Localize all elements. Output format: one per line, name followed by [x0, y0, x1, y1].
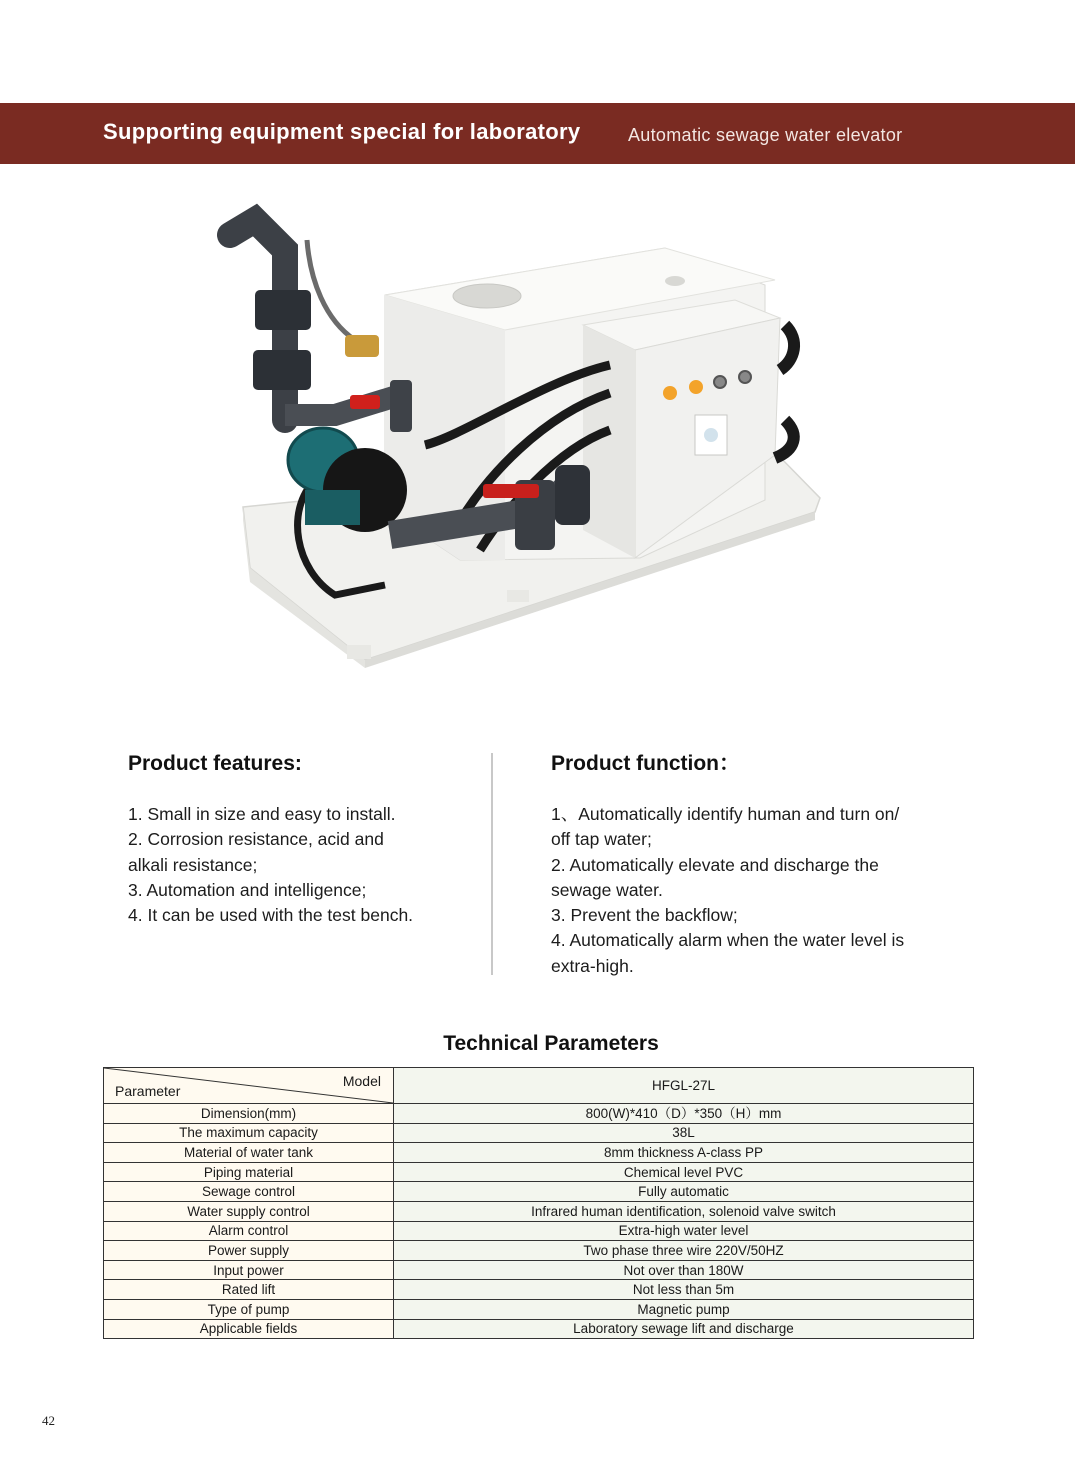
param-key: Water supply control	[104, 1201, 394, 1221]
param-key: Type of pump	[104, 1299, 394, 1319]
page-number: 42	[42, 1413, 55, 1428]
param-key: Applicable fields	[104, 1319, 394, 1339]
param-value: Extra-high water level	[394, 1221, 974, 1241]
banner-subtitle: Automatic sewage water elevator	[628, 125, 903, 145]
param-key: Sewage control	[104, 1182, 394, 1202]
list-item: 3. Prevent the backflow;	[551, 905, 738, 926]
features-list	[128, 802, 468, 928]
table-header-row	[104, 1068, 974, 1104]
banner-title: Supporting equipment special for laboratory	[103, 119, 581, 144]
param-key: Power supply	[104, 1241, 394, 1261]
list-item: 2. Automatically elevate and discharge the	[551, 854, 879, 875]
function-list	[551, 802, 971, 979]
technical-parameters-table	[103, 1067, 974, 1339]
product-function	[551, 750, 971, 979]
column-divider	[491, 753, 493, 975]
model-value: HFGL-27L	[394, 1068, 974, 1104]
param-value: 800(W)*410（D）*350（H）mm	[394, 1104, 974, 1124]
list-item: 1. Small in size and easy to install.	[128, 804, 396, 824]
table-row	[104, 1182, 974, 1202]
technical-parameters-title: Technical Parameters	[443, 1032, 659, 1055]
param-value: Two phase three wire 220V/50HZ	[394, 1241, 974, 1261]
table-row	[104, 1201, 974, 1221]
param-key: Piping material	[104, 1162, 394, 1182]
table-row	[104, 1319, 974, 1339]
param-value: 38L	[394, 1123, 974, 1143]
table-row	[104, 1162, 974, 1182]
param-value: Fully automatic	[394, 1182, 974, 1202]
param-value: Not less than 5m	[394, 1280, 974, 1300]
list-item: 4. Automatically alarm when the water level is	[551, 930, 905, 951]
table-row	[104, 1299, 974, 1319]
param-key: The maximum capacity	[104, 1123, 394, 1143]
list-item: alkali resistance;	[128, 854, 258, 875]
list-item: 1、Automatically identify human and turn on/	[551, 804, 900, 824]
param-key: Alarm control	[104, 1221, 394, 1241]
param-value: Not over than 180W	[394, 1260, 974, 1280]
product-photo	[215, 190, 835, 670]
param-value: Laboratory sewage lift and discharge	[394, 1319, 974, 1339]
param-value: Infrared human identification, solenoid valve switch	[394, 1201, 974, 1221]
list-item: 2. Corrosion resistance, acid and	[128, 829, 384, 850]
product-features	[128, 750, 468, 928]
table-row	[104, 1104, 974, 1124]
header-banner	[0, 103, 1075, 164]
param-key: Dimension(mm)	[104, 1104, 394, 1124]
table-row	[104, 1123, 974, 1143]
corner-model-label: Model	[342, 1073, 381, 1089]
features-heading: Product features:	[128, 752, 302, 775]
param-value: Magnetic pump	[394, 1299, 974, 1319]
param-value: 8mm thickness A-class PP	[394, 1143, 974, 1163]
corner-parameter-label: Parameter	[115, 1083, 181, 1099]
function-heading: Product function：	[551, 752, 740, 775]
table-row	[104, 1143, 974, 1163]
param-value: Chemical level PVC	[394, 1162, 974, 1182]
table-row	[104, 1280, 974, 1300]
param-key: Input power	[104, 1260, 394, 1280]
list-item: off tap water;	[551, 829, 652, 850]
corner-cell	[104, 1068, 394, 1104]
param-key: Rated lift	[104, 1280, 394, 1300]
table-row	[104, 1241, 974, 1261]
param-key: Material of water tank	[104, 1143, 394, 1163]
list-item: sewage water.	[551, 879, 663, 900]
table-row	[104, 1260, 974, 1280]
list-item: 4. It can be used with the test bench.	[128, 905, 414, 926]
list-item: extra-high.	[551, 955, 634, 976]
table-row	[104, 1221, 974, 1241]
list-item: 3. Automation and intelligence;	[128, 879, 367, 900]
